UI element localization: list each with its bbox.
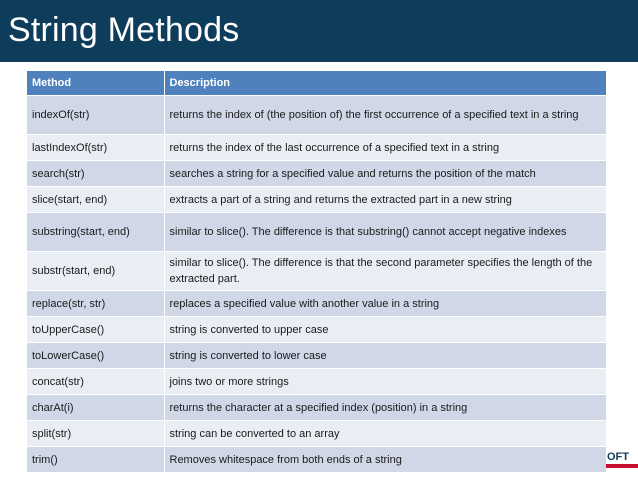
table-row xyxy=(27,213,606,252)
logo-accent-bar xyxy=(606,464,638,468)
method-cell: indexOf(str) xyxy=(27,96,164,135)
method-cell: search(str) xyxy=(27,161,164,187)
method-cell: toLowerCase() xyxy=(27,343,164,369)
description-cell: searches a string for a specified value and returns the position of the match xyxy=(164,161,606,187)
table-row xyxy=(27,447,606,473)
table-row xyxy=(27,317,606,343)
title-corner-mark xyxy=(634,0,638,62)
description-cell: string is converted to lower case xyxy=(164,343,606,369)
table-row xyxy=(27,395,606,421)
table-row xyxy=(27,252,606,291)
description-cell: string can be converted to an array xyxy=(164,421,606,447)
header-method: Method xyxy=(27,71,164,96)
table-row xyxy=(27,343,606,369)
method-cell: replace(str, str) xyxy=(27,291,164,317)
table-row xyxy=(27,291,606,317)
table-row xyxy=(27,369,606,395)
description-cell: similar to slice(). The difference is that the second parameter specifies the length of the extracted part. xyxy=(164,252,606,291)
description-cell: returns the index of (the position of) the first occurrence of a specified text in a string xyxy=(164,96,606,135)
table-row xyxy=(27,161,606,187)
method-cell: charAt(i) xyxy=(27,395,164,421)
method-cell: lastIndexOf(str) xyxy=(27,135,164,161)
table-row xyxy=(27,96,606,135)
table-row xyxy=(27,187,606,213)
methods-table-container xyxy=(27,71,606,472)
description-cell: extracts a part of a string and returns the extracted part in a new string xyxy=(164,187,606,213)
description-cell: similar to slice(). The difference is that substring() cannot accept negative indexes xyxy=(164,213,606,252)
method-cell: concat(str) xyxy=(27,369,164,395)
method-cell: toUpperCase() xyxy=(27,317,164,343)
description-cell: joins two or more strings xyxy=(164,369,606,395)
method-cell: split(str) xyxy=(27,421,164,447)
brand-logo xyxy=(606,450,638,470)
description-cell: replaces a specified value with another value in a string xyxy=(164,291,606,317)
table-row xyxy=(27,421,606,447)
description-cell: Removes whitespace from both ends of a string xyxy=(164,447,606,473)
string-methods-table xyxy=(27,71,607,472)
header-description: Description xyxy=(164,71,606,96)
method-cell: slice(start, end) xyxy=(27,187,164,213)
method-cell: substr(start, end) xyxy=(27,252,164,291)
table-header-row xyxy=(27,71,606,96)
description-cell: returns the index of the last occurrence of a specified text in a string xyxy=(164,135,606,161)
description-cell: string is converted to upper case xyxy=(164,317,606,343)
method-cell: substring(start, end) xyxy=(27,213,164,252)
title-bar xyxy=(0,0,638,62)
method-cell: trim() xyxy=(27,447,164,473)
slide-title: String Methods xyxy=(8,11,240,49)
table-row xyxy=(27,135,606,161)
description-cell: returns the character at a specified index (position) in a string xyxy=(164,395,606,421)
logo-text: OFT xyxy=(607,451,629,463)
